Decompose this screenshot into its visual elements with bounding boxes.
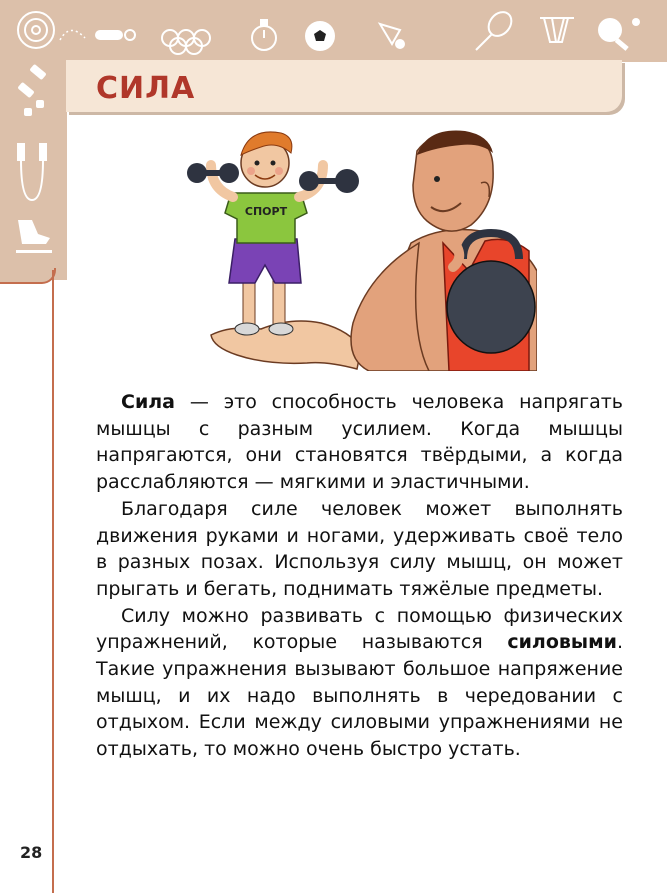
margin-rule	[52, 270, 54, 893]
ping-pong-paddle-icon	[598, 18, 640, 51]
paragraph-3	[96, 603, 623, 763]
jump-rope-icon	[18, 144, 46, 200]
paragraph-3-text-before: Силу можно развивать с помощью физических упражнений, которые называются	[96, 604, 623, 654]
sidebar-decor-cap	[0, 268, 56, 284]
paragraph-2	[96, 496, 623, 603]
soccer-ball-icon	[305, 21, 335, 51]
boy-shirt-label: СПОРТ	[244, 205, 288, 218]
paragraph-2-text: Благодаря силе человек может выполнять движения руками и ногами, удерживать своё тело в разных позах. Используя силу мышц, он может прыгать и бегать, поднимать тяжёлые предметы.	[96, 497, 623, 600]
term-sila: Сила	[121, 391, 175, 413]
sport-icons-strip	[0, 0, 667, 62]
whistle-icon	[95, 30, 135, 40]
stopwatch-icon	[252, 20, 276, 50]
olympic-rings-icon	[162, 30, 210, 54]
page-title: СИЛА	[96, 71, 196, 106]
dumbbells-icon	[17, 64, 46, 116]
target-icon	[18, 12, 54, 48]
term-silovymi: силовыми	[507, 631, 617, 654]
paragraph-1-text: — это способность человека напрягать мышцы с разным усилием. Когда мышцы напрягаются, они становятся твёрдыми, а когда расслабляются — мягкими и эластичными.	[96, 391, 623, 494]
paragraph-1	[96, 389, 623, 496]
shuttlecock-icon	[380, 24, 404, 48]
basketball-hoop-icon	[540, 18, 574, 42]
skate-icon	[16, 220, 52, 253]
strength-illustration	[181, 123, 537, 371]
sidebar-icons	[0, 60, 66, 270]
tennis-racket-icon	[476, 8, 516, 50]
boy-dumbbell-right-icon	[299, 169, 359, 193]
page-number: 28	[20, 843, 43, 862]
dotted-trail-icon	[60, 30, 85, 40]
article-body	[96, 389, 623, 763]
paragraph-3-text-after: . Такие упражнения вызывают большое напряжение мышц, и их надо выполнять в чередовании с отдыхом. Если между силовыми упражнениями не отдыхать, то можно очень быстро устать.	[96, 631, 623, 761]
